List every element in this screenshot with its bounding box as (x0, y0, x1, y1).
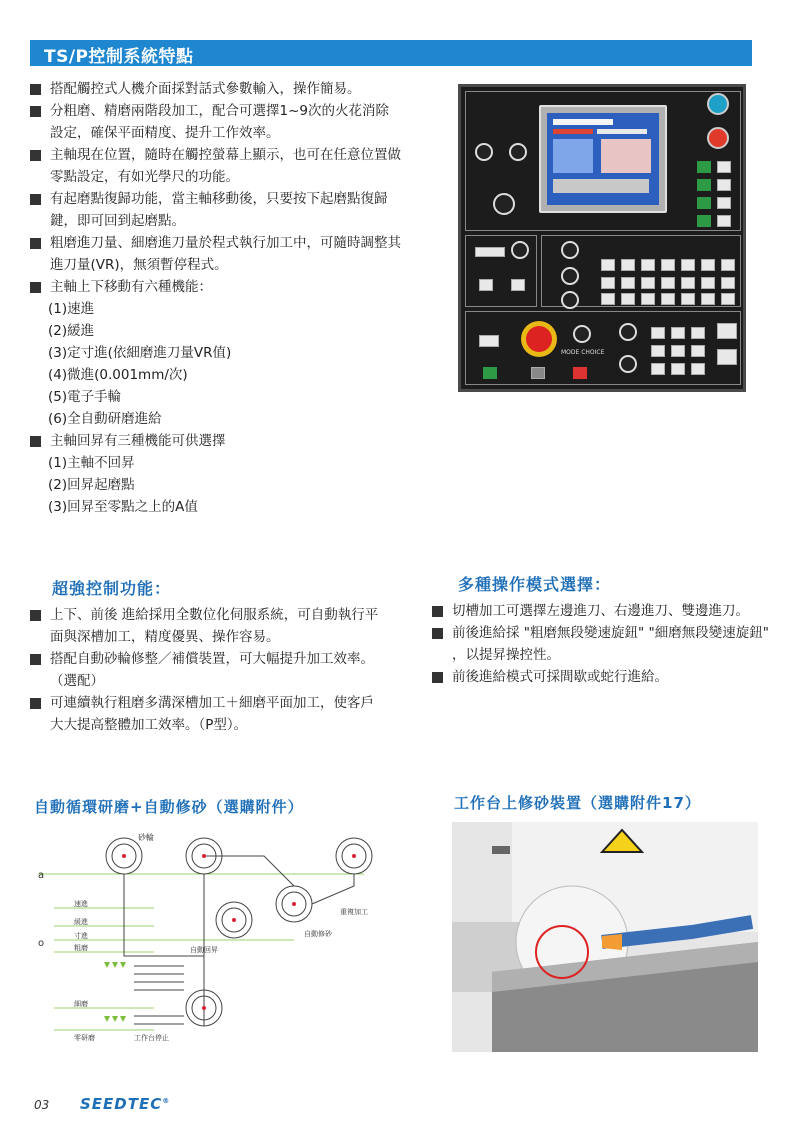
brand-logo: SEEDTEC® (80, 1095, 171, 1113)
return-mode-item: (2)回昇起磨點 (48, 477, 135, 493)
slow-label: 緩進 (74, 918, 88, 926)
start-button-icon (707, 93, 729, 115)
list-item: 前後進給模式可採間歇或蛇行進給。 (432, 666, 784, 688)
list-item: 切槽加工可選擇左邊進刀、右邊進刀、雙邊進刀。 (432, 600, 784, 622)
spindle-mode-item: (4)微進(0.001mm/次) (48, 367, 188, 383)
level-o-label: o (38, 938, 45, 949)
dresser-heading: 工作台上修砂裝置（選購附件17） (454, 794, 701, 812)
return-mode-item: (3)回昇至零點之上的A值 (48, 499, 198, 515)
super-control-heading: 超強控制功能： (52, 579, 172, 598)
touch-screen (539, 105, 667, 213)
page-number: 03 (34, 1098, 50, 1112)
bullet-icon (432, 628, 443, 639)
zero-label: 零研磨 (74, 1034, 95, 1042)
stop-button-icon (707, 127, 729, 149)
list-item: 粗磨進刀量、細磨進刀量於程式執行加工中，可隨時調整其進刀量(VR)，無須暫停程式。 (30, 232, 402, 276)
dresser-photo (452, 822, 758, 1052)
spindle-mode-item: (5)電子手輪 (48, 389, 122, 405)
knob-icon (475, 143, 493, 161)
rapid-label: 速進 (74, 900, 88, 908)
auto-cycle-heading: 自動循環研磨+自動修砂（選購附件） (34, 798, 304, 816)
bullet-icon (30, 654, 41, 665)
page-title: TS/P控制系統特點 (44, 47, 194, 67)
bullet-icon (30, 698, 41, 709)
list-item: 有起磨點復歸功能，當主軸移動後，只要按下起磨點復歸鍵，即可回到起磨點。 (30, 188, 402, 232)
list-item: 主軸上下移動有六種機能： (30, 276, 402, 298)
auto-cycle-diagram (34, 826, 424, 1051)
spindle-mode-item: (3)定寸進(依細磨進刀量VR值) (48, 345, 232, 361)
super-control-list (30, 604, 382, 736)
list-item: 前後進給採 "粗磨無段變速旋鈕" "細磨無段變速旋鈕" ，以提昇操控性。 (432, 622, 784, 666)
list-item: 分粗磨、精磨兩階段加工，配合可選擇1~9次的火花消除設定，確保平面精度、提升工作效率。 (30, 100, 402, 144)
control-panel-image (458, 84, 746, 392)
list-item: 主軸回昇有三種機能可供選擇 (30, 430, 402, 452)
operation-modes-heading: 多種操作模式選擇： (458, 575, 612, 594)
bullet-icon (30, 194, 41, 205)
bullet-icon (432, 606, 443, 617)
auto-return-label: 自動回昇 (190, 946, 218, 954)
list-item: 可連續執行粗磨多溝深槽加工＋細磨平面加工，使客戶大大提高整體加工效率。（P型）。 (30, 692, 382, 736)
stop-label: 工作台停止 (134, 1034, 169, 1042)
bullet-icon (30, 150, 41, 161)
repeat-label: 重複加工 (340, 908, 368, 916)
spindle-mode-item: (6)全自動研磨進給 (48, 411, 162, 427)
list-item: 主軸現在位置，隨時在觸控螢幕上顯示，也可在任意位置做零點設定，有如光學尺的功能。 (30, 144, 402, 188)
size-label: 寸進 (74, 932, 88, 940)
list-item: 上下、前後 進給採用全數位化伺服系統，可自動執行平面與深槽加工，精度優異、操作容易。 (30, 604, 382, 648)
bullet-icon (30, 610, 41, 621)
spindle-mode-item: (1)速進 (48, 301, 95, 317)
list-item: 搭配自動砂輪修整／補償裝置，可大幅提升加工效率。（選配） (30, 648, 382, 692)
level-a-label: a (38, 870, 45, 881)
feature-list (30, 78, 402, 518)
bullet-icon (432, 672, 443, 683)
list-item: 搭配觸控式人機介面採對話式參數輸入，操作簡易。 (30, 78, 402, 100)
bullet-icon (30, 106, 41, 117)
fine-label: 細磨 (74, 1000, 88, 1008)
bullet-icon (30, 238, 41, 249)
wheel-label: 砂輪 (138, 833, 154, 842)
knob-icon (509, 143, 527, 161)
grinding-cycle-svg (34, 826, 424, 1051)
emergency-stop-icon (521, 321, 557, 357)
operation-modes-list (432, 600, 784, 688)
return-mode-item: (1)主軸不回昇 (48, 455, 135, 471)
bullet-icon (30, 84, 41, 95)
mode-choice-label: MODE CHOICE (561, 349, 605, 356)
bullet-icon (30, 436, 41, 447)
rough-label: 粗磨 (74, 944, 88, 952)
knob-icon (493, 193, 515, 215)
spindle-mode-item: (2)緩進 (48, 323, 95, 339)
auto-dress-label: 自動修砂 (304, 930, 332, 938)
bullet-icon (30, 282, 41, 293)
